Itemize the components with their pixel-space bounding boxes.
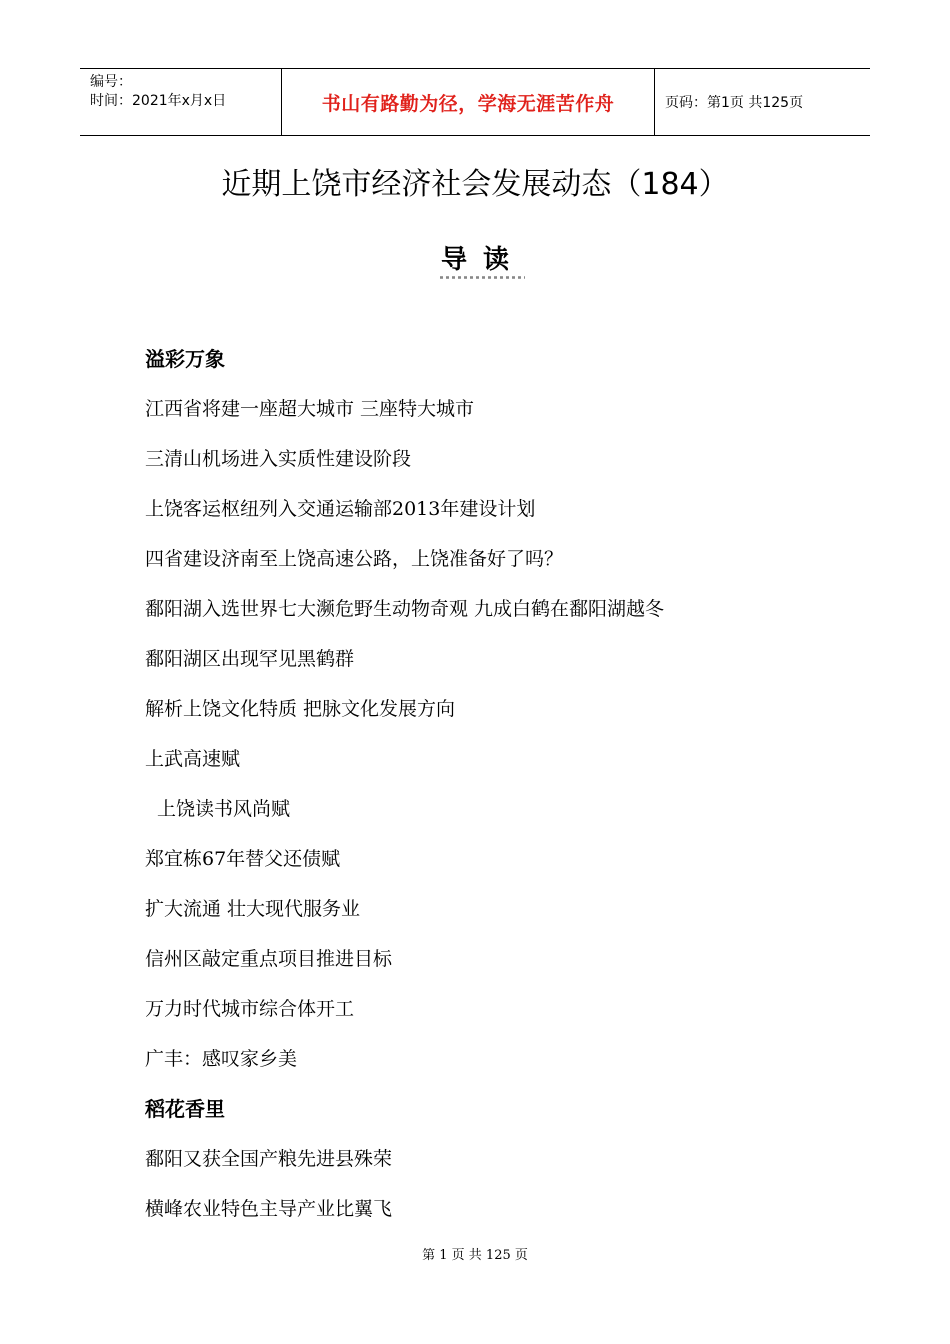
- header-motto-cell: [282, 69, 655, 135]
- guide-heading-text: 导读: [440, 245, 525, 275]
- date-label: 时间：2021年x月x日: [90, 93, 227, 109]
- list-item: 上饶读书风尚赋: [157, 798, 291, 820]
- header-table: [80, 68, 870, 136]
- list-item: 解析上饶文化特质 把脉文化发展方向: [145, 698, 456, 720]
- section-heading: 稻花香里: [145, 1097, 225, 1121]
- list-item: 江西省将建一座超大城市 三座特大城市: [145, 398, 475, 420]
- number-label: 编号：: [90, 74, 132, 90]
- list-item: 三清山机场进入实质性建设阶段: [145, 448, 412, 470]
- page-info: 页码：第1页 共125页: [665, 95, 804, 111]
- list-item: 四省建设济南至上饶高速公路，上饶准备好了吗？: [145, 548, 564, 570]
- page-footer: 第 1 页 共 125 页: [422, 1248, 528, 1263]
- list-item: 横峰农业特色主导产业比翼飞: [145, 1198, 393, 1220]
- guide-heading: [0, 238, 950, 282]
- section-1: [145, 334, 845, 1234]
- document-title: 近期上饶市经济社会发展动态（184）: [221, 167, 729, 202]
- list-item: 广丰：感叹家乡美: [145, 1048, 298, 1070]
- list-item: 上武高速赋: [145, 748, 241, 770]
- list-item: 鄱阳湖区出现罕见黑鹤群: [145, 648, 355, 670]
- section-heading: 溢彩万象: [145, 347, 225, 371]
- list-item: 郑宜栋67年替父还债赋: [145, 848, 341, 870]
- header-meta-cell: [80, 69, 282, 135]
- list-item: 信州区敲定重点项目推进目标: [145, 948, 393, 970]
- list-item: 扩大流通 壮大现代服务业: [145, 898, 361, 920]
- list-item: 鄱阳又获全国产粮先进县殊荣: [145, 1148, 393, 1170]
- motto-text: 书山有路勤为径，学海无涯苦作舟: [321, 92, 615, 115]
- list-item: 上饶客运枢纽列入交通运输部2013年建设计划: [145, 498, 536, 520]
- list-item: 万力时代城市综合体开工: [145, 998, 355, 1020]
- header-page-cell: [655, 69, 870, 135]
- list-item: 鄱阳湖入选世界七大濒危野生动物奇观 九成白鹤在鄱阳湖越冬: [145, 598, 665, 620]
